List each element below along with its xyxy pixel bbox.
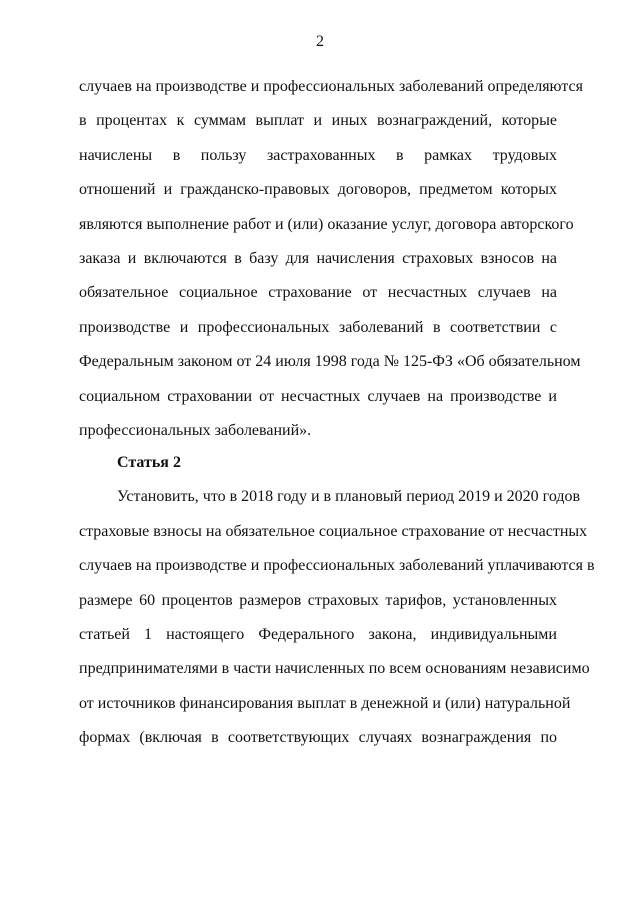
article-line: предпринимателями в части начисленных по всем основаниям независимо xyxy=(79,660,590,678)
article-line: случаев на производстве и профессиональных заболеваний уплачиваются в xyxy=(79,557,595,575)
continued-paragraph xyxy=(79,70,583,448)
paragraph-line: в процентах к суммам выплат и иных вознаграждений, которые xyxy=(79,112,557,130)
page-number: 2 xyxy=(316,33,324,50)
article-line: от источников финансирования выплат в денежной и (или) натуральной xyxy=(79,694,571,712)
article-line: формах (включая в соответствующих случаях вознаграждения по xyxy=(79,729,557,747)
paragraph-line: случаев на производстве и профессиональных заболеваний определяются xyxy=(79,78,583,95)
article-line: статьей 1 настоящего Федерального закона, индивидуальными xyxy=(79,625,557,643)
paragraph-line: социальном страховании от несчастных случаев на производстве и xyxy=(79,387,557,405)
paragraph-line: обязательное социальное страхование от несчастных случаев на xyxy=(79,284,557,302)
paragraph-line: производстве и профессиональных заболеваний в соответствии с xyxy=(79,318,557,336)
article-2-section xyxy=(79,446,595,756)
paragraph-line: отношений и гражданско-правовых договоров, предметом которых xyxy=(79,181,557,199)
paragraph-line: заказа и включаются в базу для начисления страховых взносов на xyxy=(79,249,557,267)
paragraph-line: Федеральным законом от 24 июля 1998 года № 125-ФЗ «Об обязательном xyxy=(79,353,581,371)
paragraph-line: профессиональных заболеваний». xyxy=(79,421,312,439)
article-line: страховые взносы на обязательное социальное страхование от несчастных xyxy=(79,522,588,540)
article-line: Установить, что в 2018 году и в плановый период 2019 и 2020 годов xyxy=(117,488,581,506)
paragraph-line: являются выполнение работ и (или) оказание услуг, договора авторского xyxy=(79,215,574,233)
article-line: размере 60 процентов размеров страховых тарифов, установленных xyxy=(79,591,557,609)
paragraph-line: начислены в пользу застрахованных в рамках трудовых xyxy=(79,146,557,164)
article-heading: Статья 2 xyxy=(117,454,181,471)
